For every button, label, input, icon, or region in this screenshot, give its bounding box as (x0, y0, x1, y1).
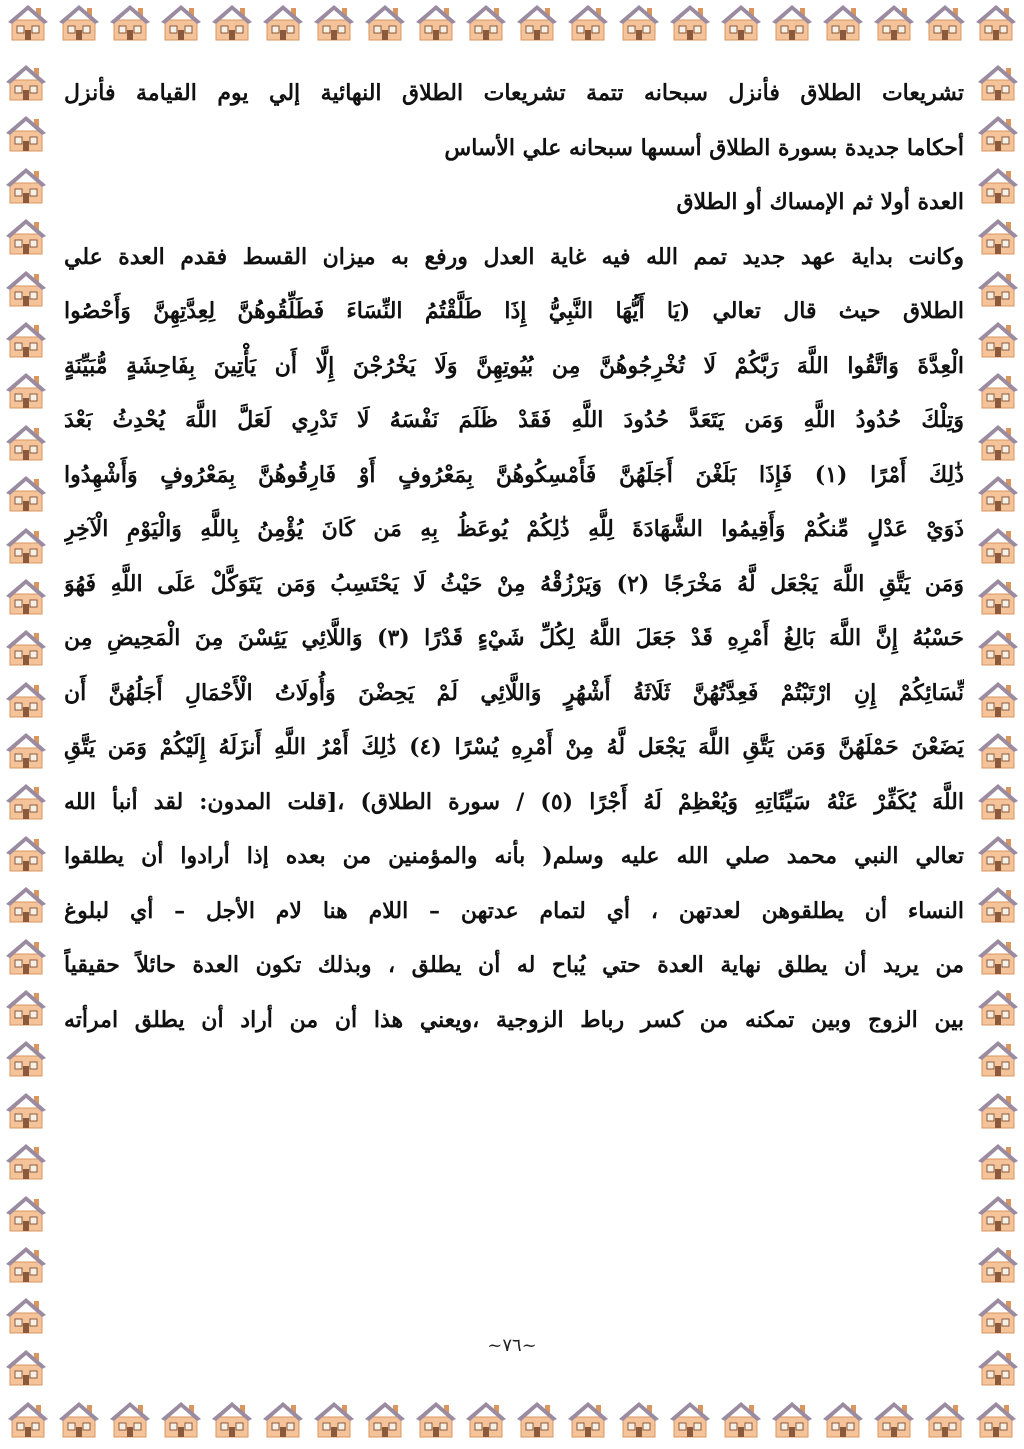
house-icon (4, 368, 48, 412)
house-icon (159, 0, 203, 44)
house-icon (976, 1242, 1020, 1286)
house-icon (976, 471, 1020, 515)
text-line: من يريد أن يطلق نهاية العدة حتي يُباح له أن يطلق ، وبذلك تكون العدة حائلاً حقيقياً (64, 952, 964, 978)
house-icon (668, 1397, 712, 1441)
text-line: العدة أولا ثم الإمساك أو الطلاق (676, 189, 964, 215)
house-icon (976, 574, 1020, 618)
house-icon (210, 0, 254, 44)
text-line: بين الزوج وبين تمكنه من كسر رباط الزوجية ،ويعني هذا أن من أراد أن يطلق امرأته (64, 1006, 964, 1033)
text-line: الْعِدَّةَ وَاتَّقُوا اللَّهَ رَبَّكُمْ لَا تُخْرِجُوهُنَّ مِن بُيُوتِهِنَّ وَلَا يَخْرُجْنَ إِلَّا أَن يَأْتِينَ بِفَاحِشَةٍ مُّبَيِّنَةٍ (64, 352, 964, 379)
house-icon (4, 317, 48, 361)
house-icon (515, 0, 559, 44)
text-line: حَسْبُهُ إِنَّ اللَّهَ بَالِغُ أَمْرِهِ قَدْ جَعَلَ اللَّهُ لِكُلِّ شَيْءٍ قَدْرًا (٣) وَاللَّائِي يَئِسْنَ مِنَ الْمَحِيضِ مِن (64, 625, 964, 651)
house-icon (976, 60, 1020, 104)
house-icon (566, 1397, 610, 1441)
house-icon (923, 0, 967, 44)
house-icon (4, 779, 48, 823)
house-icon (363, 0, 407, 44)
text-line: وَمَن يَتَّقِ اللَّهَ يَجْعَل لَّهُ مَخْرَجًا (٢) وَيَرْزُقْهُ مِنْ حَيْثُ لَا يَحْتَسِبُ وَمَن يَتَوَكَّلْ عَلَى اللَّهِ فَهُوَ (64, 570, 964, 597)
house-icon (821, 0, 865, 44)
border-bottom (0, 1397, 1024, 1449)
house-icon (976, 985, 1020, 1029)
house-icon (261, 1397, 305, 1441)
house-icon (872, 0, 916, 44)
house-icon (976, 1191, 1020, 1235)
house-icon (363, 1397, 407, 1441)
house-icon (4, 60, 48, 104)
house-icon (4, 266, 48, 310)
border-right (972, 52, 1024, 1397)
text-line: وَتِلْكَ حُدُودُ اللَّهِ وَمَن يَتَعَدَّ حُدُودَ اللَّهِ فَقَدْ ظَلَمَ نَفْسَهُ لَا تَدْرِي لَعَلَّ اللَّهَ يُحْدِثُ بَعْدَ (64, 407, 964, 433)
house-icon (976, 317, 1020, 361)
page-text (64, 66, 964, 1326)
house-icon (6, 1397, 50, 1441)
house-icon (57, 0, 101, 44)
house-icon (976, 779, 1020, 823)
house-icon (668, 0, 712, 44)
house-icon (770, 1397, 814, 1441)
house-icon (4, 574, 48, 618)
house-icon (159, 1397, 203, 1441)
border-top (0, 0, 1024, 52)
house-icon (976, 882, 1020, 926)
house-icon (976, 728, 1020, 772)
house-icon (4, 882, 48, 926)
text-line: تشريعات الطلاق فأنزل سبحانه تتمة تشريعات الطلاق النهائية إلي يوم القيامة فأنزل (64, 80, 964, 106)
house-icon (974, 1397, 1018, 1441)
house-icon (976, 214, 1020, 258)
house-icon (4, 677, 48, 721)
text-line: وكانت بداية عهد جديد تمم الله فيه غاية العدل ورفع به ميزان القسط فقدم العدة علي (64, 243, 964, 270)
house-icon (719, 0, 763, 44)
house-icon (617, 1397, 661, 1441)
house-icon (464, 1397, 508, 1441)
text-line: أحكاما جديدة بسورة الطلاق أسسها سبحانه علي الأساس (444, 134, 964, 161)
house-icon (4, 1191, 48, 1235)
house-icon (976, 111, 1020, 155)
text-line: النساء أن يطلقوهن لعدتهن ، أي لتمام عدتهن – اللام هنا لام الأجل – أي لبلوغ (64, 897, 964, 924)
house-icon (464, 0, 508, 44)
house-icon (4, 728, 48, 772)
house-icon (4, 985, 48, 1029)
house-icon (976, 163, 1020, 207)
house-icon (976, 625, 1020, 669)
house-icon (976, 1036, 1020, 1080)
border-left (0, 52, 52, 1397)
text-line: نِّسَائِكُمْ إِنِ ارْتَبْتُمْ فَعِدَّتُهُنَّ ثَلَاثَةُ أَشْهُرٍ وَاللَّائِي لَمْ يَحِضْنَ وَأُولَاتُ الْأَحْمَالِ أَجَلُهُنَّ أَن (64, 679, 964, 706)
house-icon (566, 0, 610, 44)
text-line: الطلاق حيث قال تعالي (يَا أَيُّهَا النَّبِيُّ إِذَا طَلَّقْتُمُ النِّسَاءَ فَطَلِّقُوهُنَّ لِعِدَّتِهِنَّ وَأَحْصُوا (64, 298, 964, 324)
house-icon (4, 163, 48, 207)
house-icon (974, 0, 1018, 44)
house-icon (976, 934, 1020, 978)
house-icon (4, 471, 48, 515)
house-icon (108, 0, 152, 44)
house-icon (312, 0, 356, 44)
house-icon (976, 1293, 1020, 1337)
house-icon (976, 677, 1020, 721)
house-icon (923, 1397, 967, 1441)
house-icon (210, 1397, 254, 1441)
house-icon (6, 0, 50, 44)
house-icon (976, 420, 1020, 464)
page-number: ~٧٦~ (487, 1335, 537, 1356)
house-icon (976, 523, 1020, 567)
house-icon (976, 831, 1020, 875)
house-icon (976, 1088, 1020, 1132)
house-icon (976, 1139, 1020, 1183)
house-icon (108, 1397, 152, 1441)
text-line: يَضَعْنَ حَمْلَهُنَّ وَمَن يَتَّقِ اللَّهَ يَجْعَل لَّهُ مِنْ أَمْرِهِ يُسْرًا (٤) ذَٰلِكَ أَمْرُ اللَّهِ أَنزَلَهُ إِلَيْكُمْ وَمَن يَتَّقِ (64, 734, 964, 760)
house-icon (4, 1293, 48, 1337)
house-icon (4, 1088, 48, 1132)
text-line: ذَوَيْ عَدْلٍ مِّنكُمْ وَأَقِيمُوا الشَّهَادَةَ لِلَّهِ ذَٰلِكُمْ يُوعَظُ بِهِ مَن كَانَ يُؤْمِنُ بِاللَّهِ وَالْيَوْمِ الْآخِرِ (64, 516, 964, 542)
text-line: تعالي النبي محمد صلي الله عليه وسلم( بأنه والمؤمنين من بعده إذا أرادوا أن يطلقوا (64, 843, 964, 869)
house-icon (976, 368, 1020, 412)
house-icon (976, 266, 1020, 310)
house-icon (4, 523, 48, 567)
house-icon (872, 1397, 916, 1441)
house-icon (4, 831, 48, 875)
house-icon (770, 0, 814, 44)
house-icon (57, 1397, 101, 1441)
house-icon (261, 0, 305, 44)
house-icon (4, 111, 48, 155)
house-icon (312, 1397, 356, 1441)
house-icon (414, 0, 458, 44)
house-icon (4, 214, 48, 258)
house-icon (617, 0, 661, 44)
house-icon (515, 1397, 559, 1441)
house-icon (4, 934, 48, 978)
house-icon (821, 1397, 865, 1441)
house-icon (719, 1397, 763, 1441)
text-line: ذَٰلِكَ أَمْرًا (١) فَإِذَا بَلَغْنَ أَجَلَهُنَّ فَأَمْسِكُوهُنَّ بِمَعْرُوفٍ أَوْ فَارِقُوهُنَّ بِمَعْرُوفٍ وَأَشْهِدُوا (64, 461, 964, 488)
text-line: اللَّهَ يُكَفِّرْ عَنْهُ سَيِّئَاتِهِ وَيُعْظِمْ لَهُ أَجْرًا (٥) / سورة الطلاق) ،[قلت المدون: لقد أنبأ الله (64, 788, 964, 815)
house-icon (4, 1242, 48, 1286)
house-icon (4, 625, 48, 669)
house-icon (4, 1139, 48, 1183)
house-icon (4, 1036, 48, 1080)
house-icon (414, 1397, 458, 1441)
house-icon (4, 420, 48, 464)
